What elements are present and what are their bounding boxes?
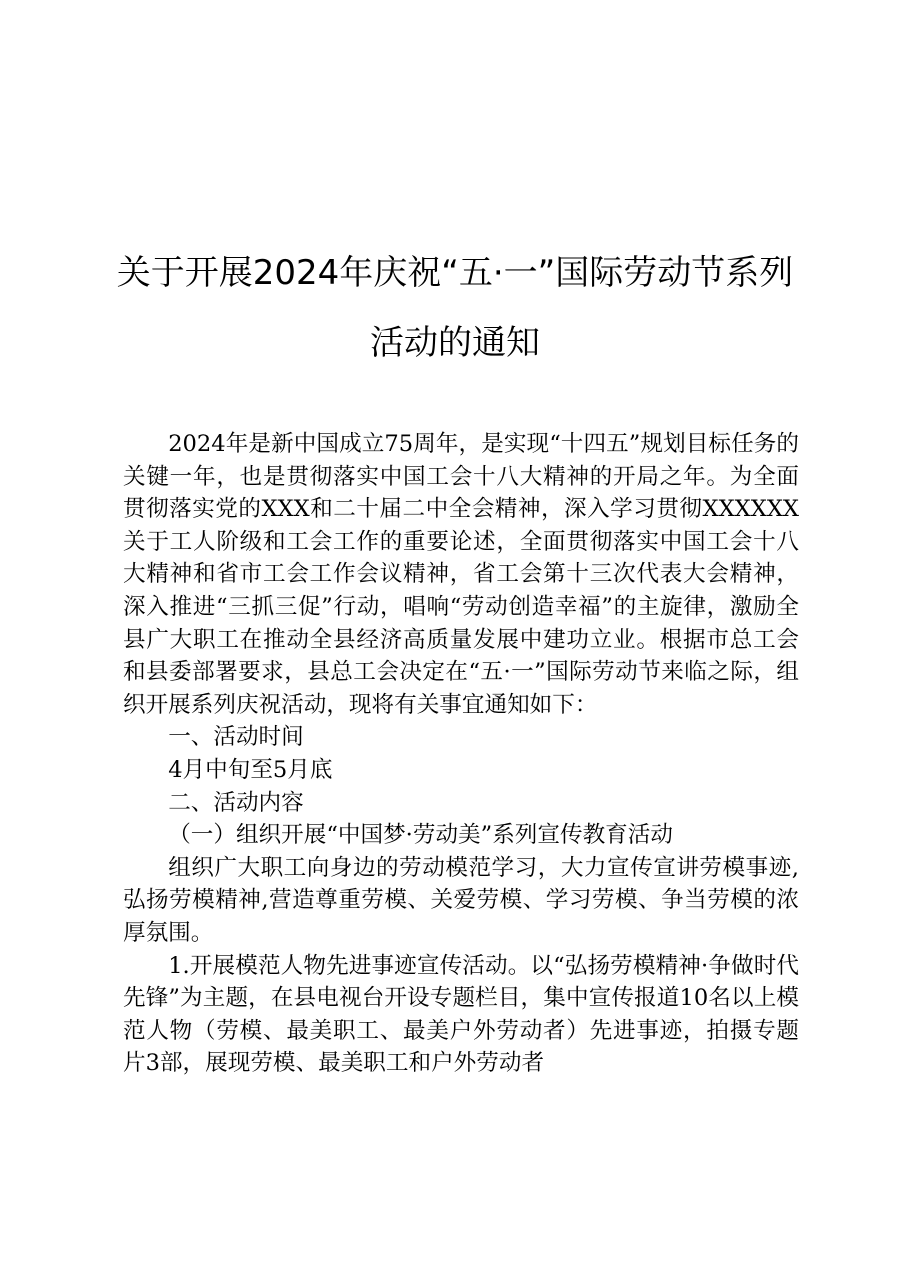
section-heading-content: 二、活动内容	[168, 789, 304, 816]
subsection-heading: （一）组织开展“中国梦·劳动美”系列宣传教育活动	[168, 822, 673, 849]
subsection-paragraph: 组织广大职工向身边的劳动模范学习，大力宣传宣讲劳模事迹,弘扬劳模精神,营造尊重劳模、关爱劳模、学习劳模、争当劳模的浓厚氛围。	[123, 854, 799, 946]
item-paragraph: 1.开展模范人物先进事迹宣传活动。以“弘扬劳模精神·争做时代先锋”为主题，在县电视台开设专题栏目，集中宣传报道10名以上模范人物（劳模、最美职工、最美户外劳动者）先进事迹，拍摄专题片3部，展现劳模、最美职工和户外劳动者	[123, 952, 799, 1077]
document-title: 关于开展2024年庆祝“五·一”国际劳动节系列活动的通知	[116, 253, 794, 363]
intro-paragraph: 2024年是新中国成立75周年，是实现“十四五”规划目标任务的关键一年，也是贯彻落实中国工会十八大精神的开局之年。为全面贯彻落实党的XXX和二十届二中全会精神，深入学习贯彻XXXXXX关于工人阶级和工会工作的重要论述，全面贯彻落实中国工会十八大精神和省市工会工作会议精神，省工会第十三次代表大会精神，深入推进“三抓三促”行动，唱响“劳动创造幸福”的主旋律，激励全县广大职工在推动全县经济高质量发展中建功立业。根据市总工会和县委部署要求，县总工会决定在“五·一”国际劳动节来临之际，组织开展系列庆祝活动，现将有关事宜通知如下：	[123, 431, 799, 718]
document-body	[123, 428, 799, 1080]
section-heading-time: 一、活动时间	[168, 724, 304, 751]
section-text-time: 4月中旬至5月底	[168, 756, 333, 783]
